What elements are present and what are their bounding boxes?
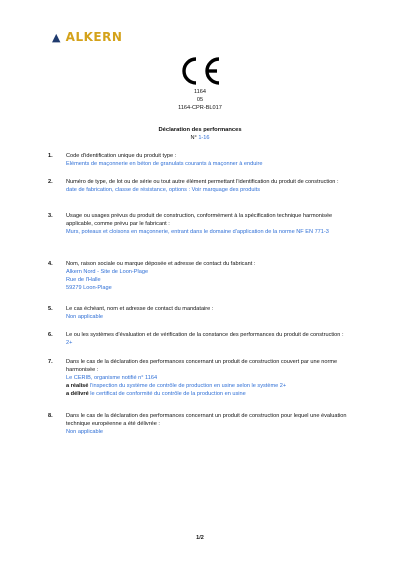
- declaration-number: [0, 134, 400, 142]
- manufacturer-city: 59279 Loon-Plage: [66, 285, 112, 291]
- section-question: Dans le cas de la déclaration des performances concernant un produit de construction couvert par une norme harmonisée :: [66, 359, 338, 373]
- notified-body: Le CERIB, organisme notifié n° 1164: [66, 375, 158, 381]
- section-answer: Eléments de maçonnerie en béton de granulats courants à maçonner à enduire: [66, 161, 263, 167]
- performed-text: l'inspection du système de contrôle de production en usine selon le système 2+: [89, 383, 287, 389]
- declaration-title: Déclaration des performances: [158, 127, 242, 133]
- section-answer: Murs, poteaux et cloisons en maçonnerie, entrant dans le domaine d'application de la norme NF EN 771-3: [66, 229, 329, 235]
- section-question: Le ou les systèmes d'évaluation et de vérification de la constance des performances du produit de construction :: [66, 332, 344, 338]
- section-question: Le cas échéant, nom et adresse de contact du mandataire :: [66, 306, 214, 312]
- issued-line: [66, 390, 348, 398]
- ce-year: 05: [196, 97, 204, 103]
- declaration-number-label: N°: [190, 135, 197, 141]
- section-number: 4.: [48, 261, 53, 267]
- section-number: 3.: [48, 213, 53, 219]
- logo-mark-icon: ▲: [52, 31, 61, 44]
- company-logo: [52, 30, 122, 44]
- section-number: 8.: [48, 413, 53, 419]
- issued-text: le certificat de conformité du contrôle de la production en usine: [90, 391, 246, 397]
- section-question: Nom, raison sociale ou marque déposée et adresse de contact du fabricant :: [66, 261, 256, 267]
- page-number: 1/2: [196, 535, 204, 541]
- declaration-number-value: 1-16: [198, 135, 210, 141]
- section-number: 6.: [48, 332, 53, 338]
- section-number: 5.: [48, 306, 53, 312]
- section-number: 1.: [48, 153, 53, 159]
- section-number: 7.: [48, 359, 53, 365]
- ce-certificate-info: [0, 88, 400, 112]
- section-answer: Non applicable: [66, 314, 104, 320]
- ce-marking-icon: [179, 56, 223, 86]
- performed-line: [66, 382, 348, 390]
- section-question: Usage ou usages prévus du produit de construction, conformément à la spécification technique harmonisée applicable, comme prévu par le fabricant :: [66, 213, 333, 227]
- section-number: 2.: [48, 179, 53, 185]
- section-question: Dans le cas de la déclaration des performances concernant un produit de construction pour lequel une évaluation technique européenne a été délivrée :: [66, 413, 347, 427]
- section-answer: Non applicable: [66, 429, 104, 435]
- manufacturer-name: Alkern Nord - Site de Loon-Plage: [66, 269, 149, 275]
- issued-label: a délivré: [66, 391, 89, 397]
- section-question: Code d'identification unique du produit type :: [66, 153, 177, 159]
- notified-body-number: 1164: [193, 89, 207, 95]
- certificate-number: 1164-CPR-BL017: [178, 105, 222, 111]
- performed-label: a réalisé: [66, 383, 89, 389]
- logo-text: ALKERN: [65, 30, 123, 44]
- section-answer: 2+: [66, 340, 73, 346]
- section-question: Numéro de type, de lot ou de série ou tout autre élément permettant l'identification du produit de construction :: [66, 179, 339, 185]
- manufacturer-street: Rue de l'Halle: [66, 277, 101, 283]
- section-answer: date de fabrication, classe de résistance, options : Voir marquage des produits: [66, 187, 261, 193]
